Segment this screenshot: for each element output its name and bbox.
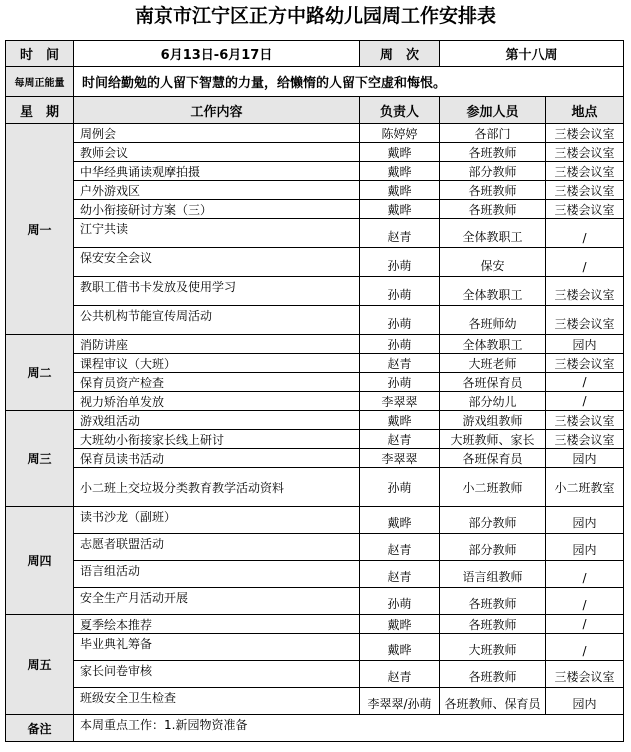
- participants: 部分教师: [440, 162, 546, 181]
- notes-label: 备注: [6, 715, 74, 742]
- participants: 各班教师: [440, 588, 546, 615]
- participants: 各班教师、保育员: [440, 688, 546, 715]
- participants: 各班教师: [440, 143, 546, 162]
- work-content: 保育员资产检查: [74, 373, 360, 392]
- work-content: 大班幼小衔接家长线上研讨: [74, 430, 360, 449]
- participants: 大班教师: [440, 634, 546, 661]
- work-content: 消防讲座: [74, 335, 360, 354]
- participants: 部分幼儿: [440, 392, 546, 411]
- table-row: [6, 373, 624, 392]
- work-content: 游戏组活动: [74, 411, 360, 430]
- work-content: 江宁共读: [74, 219, 360, 248]
- col-content: 工作内容: [74, 97, 360, 124]
- table-row: [6, 162, 624, 181]
- table-row: [6, 392, 624, 411]
- participants: 全体教职工: [440, 277, 546, 306]
- owner: 李翠翠: [360, 449, 440, 468]
- location: /: [546, 373, 624, 392]
- table-row: [6, 430, 624, 449]
- work-content: 夏季绘本推荐: [74, 615, 360, 634]
- table-row: [6, 411, 624, 430]
- location: 三楼会议室: [546, 277, 624, 306]
- participants: 各班教师: [440, 181, 546, 200]
- work-content: 毕业典礼筹备: [74, 634, 360, 661]
- owner: 李翠翠: [360, 392, 440, 411]
- work-content: 班级安全卫生检查: [74, 688, 360, 715]
- table-row: [6, 200, 624, 219]
- location: /: [546, 392, 624, 411]
- participants: 小二班教师: [440, 468, 546, 507]
- week-value: 第十八周: [440, 41, 624, 67]
- owner: 李翠翠/孙萌: [360, 688, 440, 715]
- location: 园内: [546, 335, 624, 354]
- participants: 大班教师、家长: [440, 430, 546, 449]
- location: 园内: [546, 534, 624, 561]
- table-row: [6, 354, 624, 373]
- owner: 戴晔: [360, 162, 440, 181]
- work-content: 课程审议（大班）: [74, 354, 360, 373]
- location: /: [546, 219, 624, 248]
- owner: 赵青: [360, 430, 440, 449]
- owner: 戴晔: [360, 200, 440, 219]
- location: 园内: [546, 688, 624, 715]
- work-content: 安全生产月活动开展: [74, 588, 360, 615]
- location: 三楼会议室: [546, 200, 624, 219]
- owner: 戴晔: [360, 411, 440, 430]
- owner: 孙萌: [360, 588, 440, 615]
- owner: 戴晔: [360, 143, 440, 162]
- day-label: 周二: [6, 335, 74, 411]
- work-content: 志愿者联盟活动: [74, 534, 360, 561]
- participants: 游戏组教师: [440, 411, 546, 430]
- owner: 孙萌: [360, 373, 440, 392]
- participants: 全体教职工: [440, 219, 546, 248]
- participants: 各班保育员: [440, 373, 546, 392]
- participants: 全体教职工: [440, 335, 546, 354]
- location: 园内: [546, 449, 624, 468]
- location: /: [546, 248, 624, 277]
- location: 三楼会议室: [546, 661, 624, 688]
- location: 三楼会议室: [546, 124, 624, 143]
- table-row: [6, 468, 624, 507]
- table-row: [6, 277, 624, 306]
- participants: 部分教师: [440, 534, 546, 561]
- location: 三楼会议室: [546, 162, 624, 181]
- work-content: 保安安全会议: [74, 248, 360, 277]
- participants: 语言组教师: [440, 561, 546, 588]
- participants: 各班教师: [440, 200, 546, 219]
- col-day: 星 期: [6, 97, 74, 124]
- notes-text: 本周重点工作：1.新园物资准备: [74, 715, 624, 742]
- motto-text: 时间给勤勉的人留下智慧的力量，给懒惰的人留下空虚和悔恨。: [74, 67, 624, 97]
- participants: 保安: [440, 248, 546, 277]
- table-row: [6, 615, 624, 634]
- owner: 赵青: [360, 534, 440, 561]
- location: 三楼会议室: [546, 354, 624, 373]
- owner: 孙萌: [360, 306, 440, 335]
- work-content: 家长问卷审核: [74, 661, 360, 688]
- work-content: 保育员读书活动: [74, 449, 360, 468]
- owner: 孙萌: [360, 277, 440, 306]
- table-row: [6, 248, 624, 277]
- participants: 各部门: [440, 124, 546, 143]
- participants: 大班老师: [440, 354, 546, 373]
- notes-row: [6, 715, 624, 742]
- location: 三楼会议室: [546, 411, 624, 430]
- work-content: 中华经典诵读观摩拍摄: [74, 162, 360, 181]
- column-header-row: [6, 97, 624, 124]
- page-title: 南京市江宁区正方中路幼儿园周工作安排表: [134, 5, 496, 27]
- owner: 戴晔: [360, 634, 440, 661]
- location: 三楼会议室: [546, 430, 624, 449]
- work-content: 公共机构节能宣传周活动: [74, 306, 360, 335]
- day-label: 周一: [6, 124, 74, 335]
- participants: 各班教师: [440, 661, 546, 688]
- table-row: [6, 534, 624, 561]
- work-content: 教职工借书卡发放及使用学习: [74, 277, 360, 306]
- participants: 各班教师: [440, 615, 546, 634]
- location: /: [546, 588, 624, 615]
- location: 三楼会议室: [546, 143, 624, 162]
- col-location: 地点: [546, 97, 624, 124]
- week-label: 周 次: [360, 41, 440, 67]
- owner: 孙萌: [360, 468, 440, 507]
- table-row: [6, 143, 624, 162]
- day-label: 周三: [6, 411, 74, 507]
- work-content: 小二班上交垃圾分类教育教学活动资料: [74, 468, 360, 507]
- location: /: [546, 634, 624, 661]
- owner: 戴晔: [360, 615, 440, 634]
- table-row: [6, 181, 624, 200]
- location: 三楼会议室: [546, 306, 624, 335]
- participants: 部分教师: [440, 507, 546, 534]
- day-label: 周四: [6, 507, 74, 615]
- owner: 戴晔: [360, 181, 440, 200]
- table-row: [6, 588, 624, 615]
- location: /: [546, 615, 624, 634]
- col-participants: 参加人员: [440, 97, 546, 124]
- table-row: [6, 561, 624, 588]
- time-label: 时 间: [6, 41, 74, 67]
- table-row: [6, 507, 624, 534]
- work-content: 周例会: [74, 124, 360, 143]
- table-row: [6, 634, 624, 661]
- work-content: 视力矫治单发放: [74, 392, 360, 411]
- table-row: [6, 219, 624, 248]
- table-row: [6, 688, 624, 715]
- work-content: 户外游戏区: [74, 181, 360, 200]
- owner: 赵青: [360, 561, 440, 588]
- date-range: 6月13日-6月17日: [74, 41, 360, 67]
- work-content: 读书沙龙（副班）: [74, 507, 360, 534]
- table-row: [6, 335, 624, 354]
- owner: 赵青: [360, 661, 440, 688]
- motto-row: [6, 67, 624, 97]
- work-content: 教师会议: [74, 143, 360, 162]
- location: 小二班教室: [546, 468, 624, 507]
- owner: 孙萌: [360, 248, 440, 277]
- motto-label: 每周正能量: [6, 67, 74, 97]
- owner: 赵青: [360, 219, 440, 248]
- participants: 各班师幼: [440, 306, 546, 335]
- header-row: [6, 41, 624, 67]
- owner: 戴晔: [360, 507, 440, 534]
- table-row: [6, 306, 624, 335]
- day-label: 周五: [6, 615, 74, 715]
- table-row: [6, 449, 624, 468]
- participants: 各班保育员: [440, 449, 546, 468]
- location: 园内: [546, 507, 624, 534]
- table-row: [6, 661, 624, 688]
- table-row: [6, 124, 624, 143]
- work-content: 语言组活动: [74, 561, 360, 588]
- col-owner: 负责人: [360, 97, 440, 124]
- owner: 陈婷婷: [360, 124, 440, 143]
- location: /: [546, 561, 624, 588]
- owner: 赵青: [360, 354, 440, 373]
- work-content: 幼小衔接研讨方案（三）: [74, 200, 360, 219]
- owner: 孙萌: [360, 335, 440, 354]
- location: 三楼会议室: [546, 181, 624, 200]
- schedule-table: [5, 40, 624, 742]
